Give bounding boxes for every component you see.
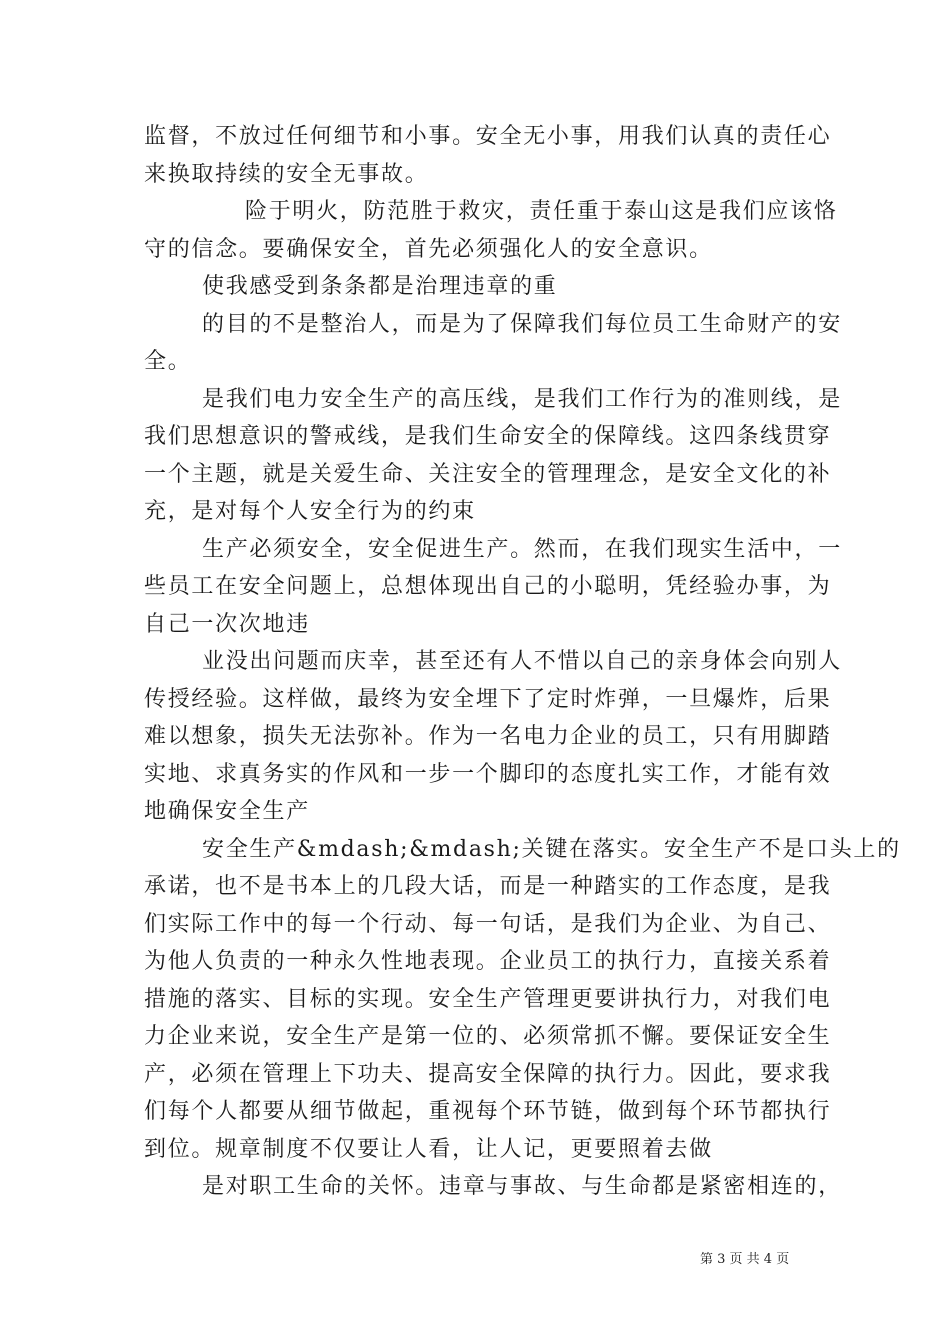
text-line: 监督，不放过任何细节和小事。安全无小事，用我们认真的责任心 — [144, 124, 832, 149]
paragraph — [144, 343, 810, 381]
text-line: 自己一次次地违 — [144, 611, 310, 637]
text-line: 们每个人都要从细节做起，重视每个环节链，做到每个环节都执行 — [144, 1099, 832, 1124]
text-line: 些员工在安全问题上，总想体现出自己的小聪明，凭经验办事，为 — [144, 574, 832, 599]
paragraph — [144, 306, 842, 344]
paragraph — [144, 681, 832, 831]
text-line: 我们思想意识的警戒线，是我们生命安全的保障线。这四条线贯穿 — [144, 424, 832, 449]
paragraph — [144, 231, 810, 269]
paragraph — [144, 568, 832, 643]
text-line: 业没出问题而庆幸，甚至还有人不惜以自己的亲身体会向别人 — [202, 649, 842, 674]
document-body — [144, 118, 901, 1206]
paragraph — [144, 643, 842, 681]
paragraph — [144, 831, 901, 869]
paragraph — [144, 1168, 842, 1206]
text-line: 传授经验。这样做，最终为安全埋下了定时炸弹，一旦爆炸，后果 — [144, 686, 832, 712]
paragraph — [144, 268, 810, 306]
text-line: 是对职工生命的关怀。违章与事故、与生命都是紧密相连的， — [202, 1174, 842, 1199]
text-line: 到位。规章制度不仅要让人看，让人记，更要照着去做 — [144, 1136, 713, 1162]
paragraph — [144, 381, 842, 419]
text-line: 守的信念。要确保安全，首先必须强化人的安全意识。 — [144, 236, 713, 262]
paragraph — [144, 118, 832, 193]
text-line: 全。 — [144, 349, 192, 374]
text-line: 们实际工作中的每一个行动、每一句话，是我们为企业、为自己、 — [144, 911, 832, 937]
text-line: 来换取持续的安全无事故。 — [144, 161, 429, 187]
text-line: 一个主题，就是关爱生命、关注安全的管理理念，是安全文化的补 — [144, 461, 832, 487]
paragraph — [144, 193, 838, 231]
text-line: 力企业来说，安全生产是第一位的、必须常抓不懈。要保证安全生 — [144, 1024, 832, 1049]
text-line: 难以想象，损失无法弥补。作为一名电力企业的员工，只有用脚踏 — [144, 724, 832, 749]
text-line: 为他人负责的一种永久性地表现。企业员工的执行力，直接关系着 — [144, 949, 832, 974]
text-line: 地确保安全生产 — [144, 799, 310, 824]
paragraph — [144, 418, 832, 531]
text-line: 产，必须在管理上下功夫、提高安全保障的执行力。因此，要求我 — [144, 1061, 832, 1087]
text-line: 安全生产&mdash;&mdash;关键在落实。安全生产不是口头上的 — [202, 836, 901, 862]
paragraph — [144, 868, 832, 1168]
text-line: 实地、求真务实的作风和一步一个脚印的态度扎实工作，才能有效 — [144, 761, 832, 787]
text-line: 承诺，也不是书本上的几段大话，而是一种踏实的工作态度，是我 — [144, 874, 832, 899]
text-line: 使我感受到条条都是治理违章的重 — [202, 274, 558, 299]
text-line: 是我们电力安全生产的高压线，是我们工作行为的准则线，是 — [202, 386, 842, 412]
text-line: 生产必须安全，安全促进生产。然而，在我们现实生活中，一 — [202, 536, 842, 562]
text-line: 措施的落实、目标的实现。安全生产管理更要讲执行力，对我们电 — [144, 986, 832, 1012]
text-line: 的目的不是整治人，而是为了保障我们每位员工生命财产的安 — [202, 311, 842, 337]
text-line: 险于明火，防范胜于救灾，责任重于泰山这是我们应该恪 — [245, 199, 838, 224]
text-line: 充，是对每个人安全行为的约束 — [144, 499, 476, 524]
paragraph — [144, 531, 842, 569]
page-number: 第 3 页 共 4 页 — [700, 1252, 790, 1267]
